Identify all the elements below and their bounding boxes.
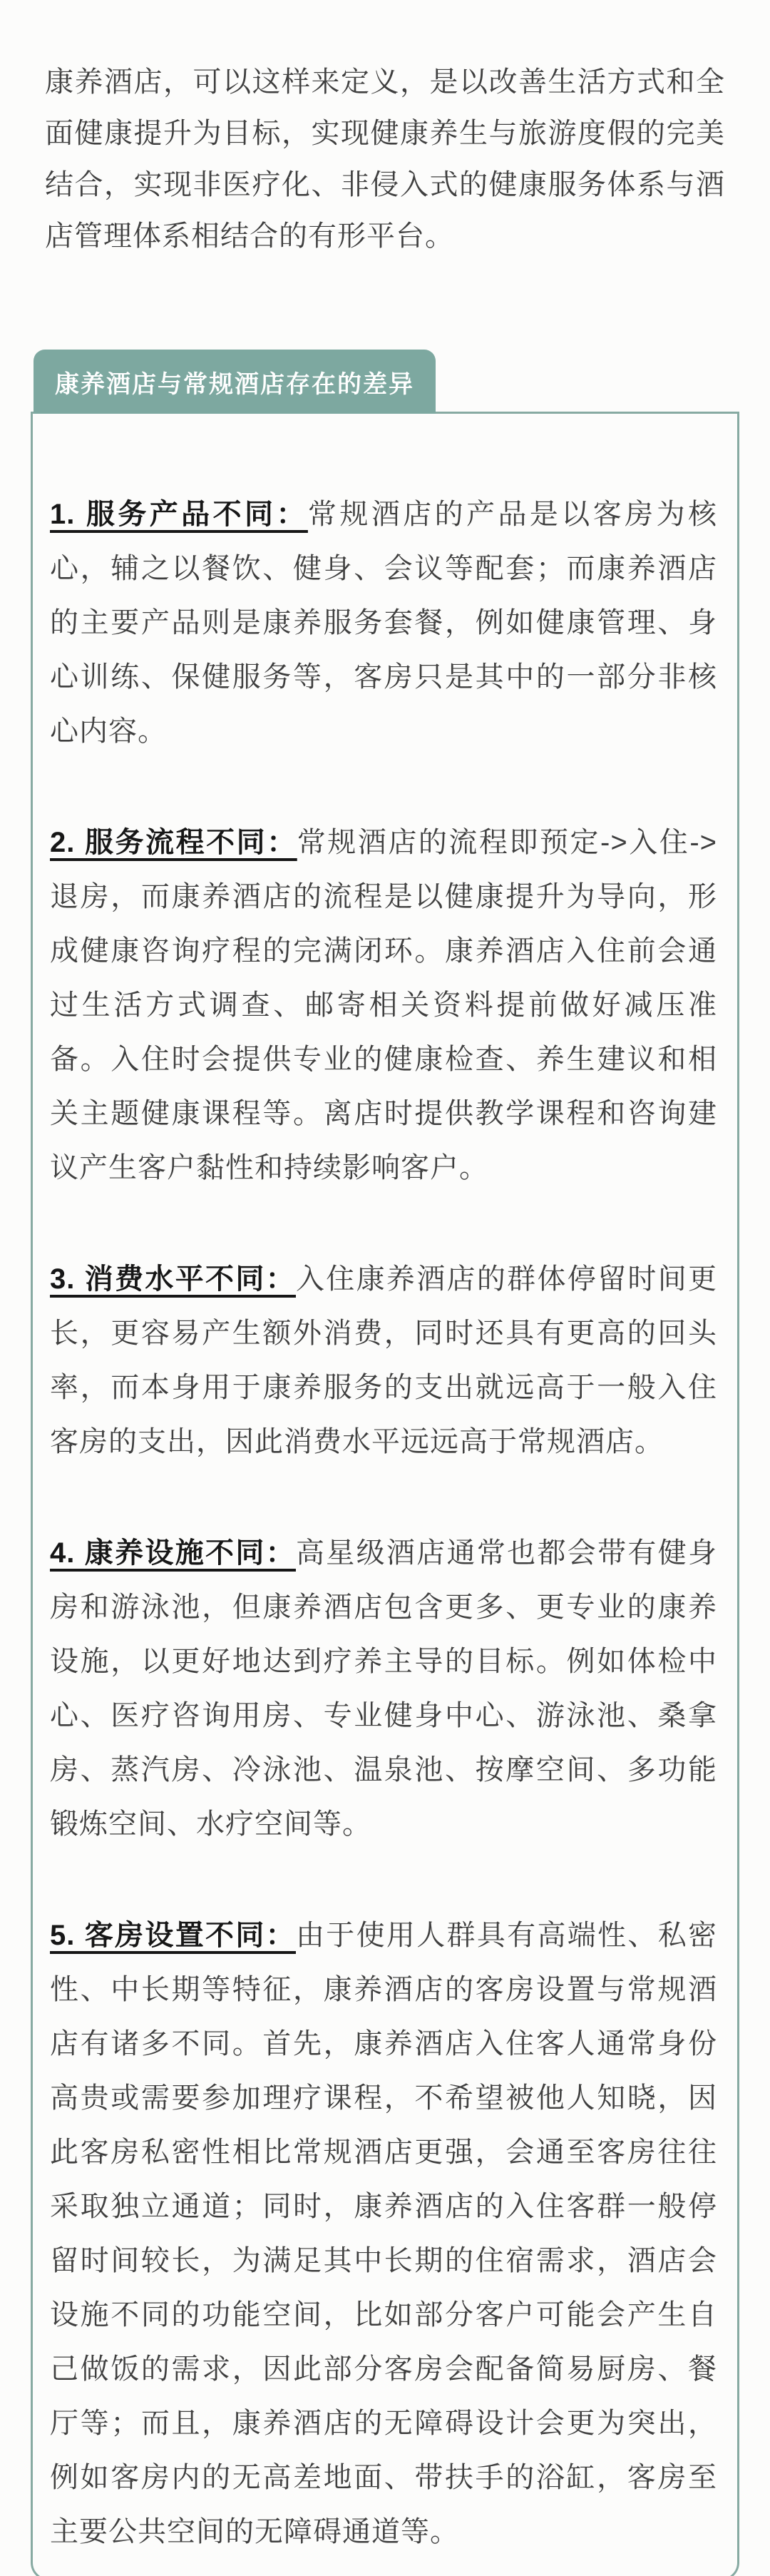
difference-body: 入住康养酒店的群体停留时间更长，更容易产生额外消费，同时还具有更高的回头率，而本身用于康养服务的支出就远高于一般入住客房的支出，因此消费水平远远高于常规酒店。	[50, 1263, 718, 1457]
difference-item	[50, 1908, 717, 2559]
difference-body: 常规酒店的流程即预定->入住->退房，而康养酒店的流程是以健康提升为导向，形成健康咨询疗程的完满闭环。康养酒店入住前会通过生活方式调查、邮寄相关资料提前做好减压准备。入住时会提供专业的健康检查、养生建议和相关主题健康课程等。离店时提供教学课程和咨询建议产生客户黏性和持续影响客户。	[50, 827, 717, 1183]
difference-body: 高星级酒店通常也都会带有健身房和游泳池，但康养酒店包含更多、更专业的康养设施，以更好地达到疗养主导的目标。例如体检中心、医疗咨询用房、专业健身中心、游泳池、桑拿房、蒸汽房、冷泳池、温泉池、按摩空间、多功能锻炼空间、水疗空间等。	[50, 1537, 718, 1840]
intro-paragraph: 康养酒店，可以这样来定义，是以改善生活方式和全面健康提升为目标，实现健康养生与旅游度假的完美结合，实现非医疗化、非侵入式的健康服务体系与酒店管理体系相结合的有形平台。	[45, 66, 725, 252]
difference-body: 由于使用人群具有高端性、私密性、中长期等特征，康养酒店的客房设置与常规酒店有诸多不同。首先，康养酒店入住客人通常身份高贵或需要参加理疗课程，不希望被他人知晓，因此客房私密性相比常规酒店更强，会通至客房往往采取独立通道；同时，康养酒店的入住客群一般停留时间较长，为满足其中长期的住宿需求，酒店会设施不同的功能空间，比如部分客户可能会产生自己做饭的需求，因此部分客房会配备简易厨房、餐厅等；而且，康养酒店的无障碍设计会更为突出，例如客房内的无高差地面、带扶手的浴缸，客房至主要公共空间的无障碍通道等。	[50, 1920, 718, 2547]
difference-item	[50, 1526, 717, 1851]
difference-heading: 1. 服务产品不同：	[50, 499, 308, 530]
difference-heading: 3. 消费水平不同：	[50, 1263, 296, 1295]
section-title-text: 康养酒店与常规酒店存在的差异	[55, 370, 414, 398]
difference-item	[50, 487, 717, 758]
difference-item	[50, 815, 717, 1195]
differences-box	[31, 412, 739, 2576]
difference-body: 常规酒店的产品是以客房为核心，辅之以餐饮、健身、会议等配套；而康养酒店的主要产品则是康养服务套餐，例如健康管理、身心训练、保健服务等，客房只是其中的一部分非核心内容。	[50, 499, 717, 747]
difference-heading: 5. 客房设置不同：	[50, 1920, 296, 1951]
difference-heading: 4. 康养设施不同：	[50, 1537, 296, 1569]
section-title-badge	[34, 350, 436, 414]
difference-item	[50, 1252, 717, 1469]
difference-heading: 2. 服务流程不同：	[50, 827, 297, 858]
differences-block	[31, 350, 739, 2576]
